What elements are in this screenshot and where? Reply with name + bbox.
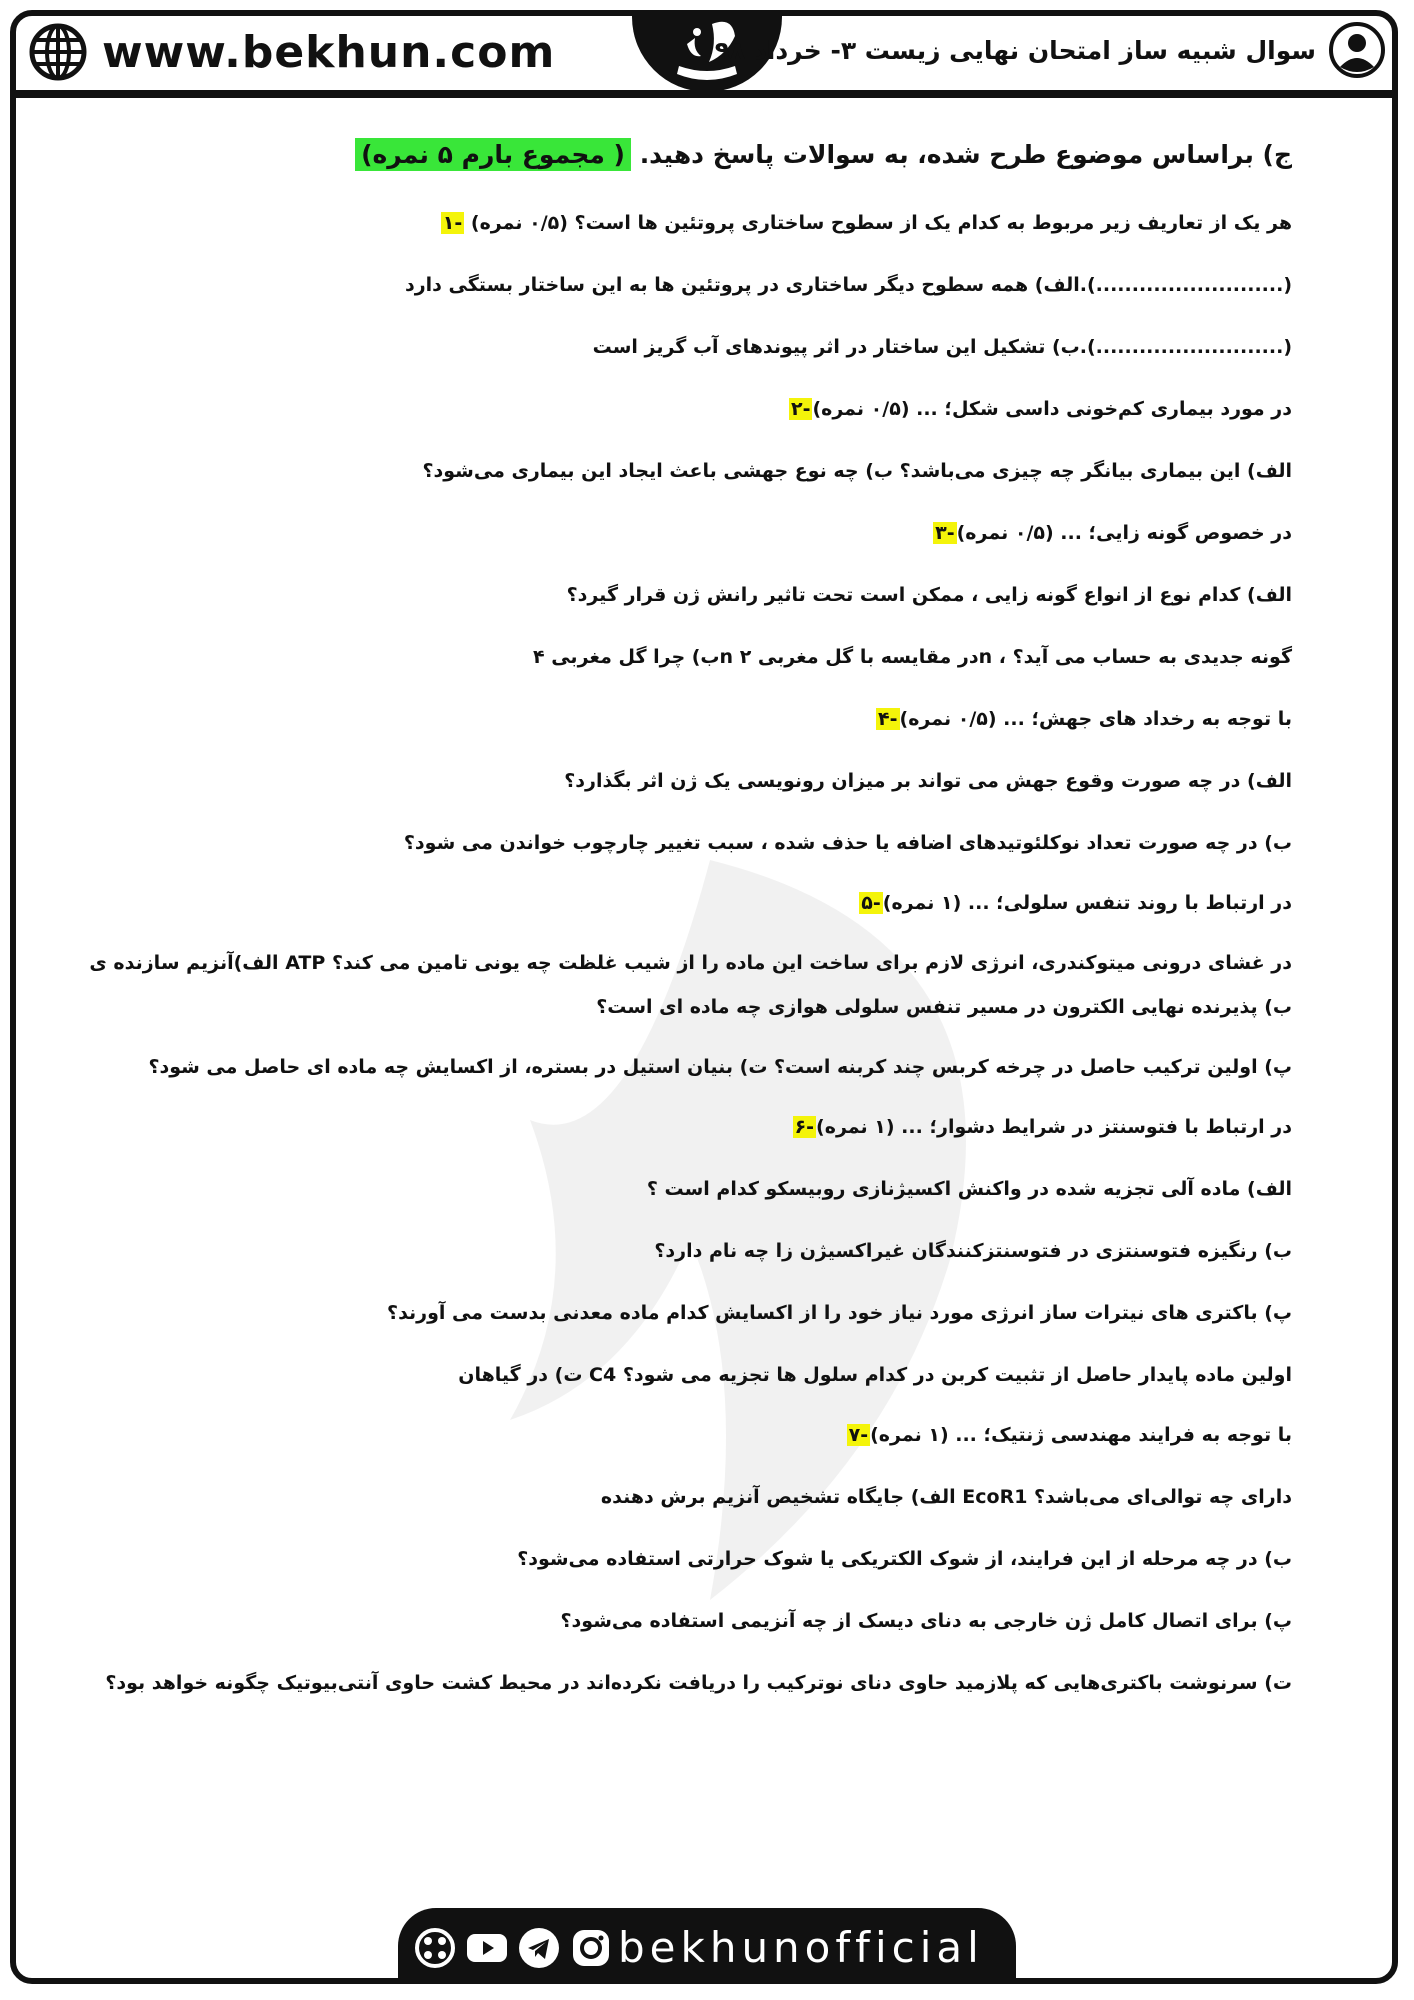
site-link[interactable] [28,20,555,84]
aparat-icon[interactable] [412,1925,458,1971]
social-icons [412,1920,614,1976]
question-part: الف) جایگاه تشخیص آنزیم برش دهنده EcoR1 دارای چه توالی‌ای می‌باشد؟ [600,1486,1292,1508]
question-text: در ارتباط با روند تنفس سلولی؛ ... (۱ نمره) [882,892,1292,914]
question-part: ب) چرا گل مغربی ۴n در مقایسه با گل مغربی ۲n ، گونه جدیدی به حساب می آید؟ [532,646,1292,668]
question-part: ت) در گیاهان C4 اولین ماده پایدار حاصل از تثبیت کربن در کدام سلول ها تجزیه می شود؟ [458,1364,1292,1386]
question-2 [789,398,1292,420]
question-part: الف) کدام نوع از انواع گونه زایی ، ممکن است تحت تاثیر رانش ژن قرار گیرد؟ [566,584,1292,606]
question-part: پ) برای اتصال کامل ژن خارجی به دنای دیسک از چه آنزیمی استفاده می‌شود؟ [560,1610,1292,1632]
question-part: ب) تشکیل این ساختار در اثر پیوندهای آب گریز است.(..........................) [592,336,1292,358]
bekhun-watermark [330,820,1090,1640]
question-number: ۱- [442,212,463,234]
user-icon[interactable] [1328,21,1386,79]
question-text: در خصوص گونه زایی؛ ... (۰/۵ نمره) [956,522,1292,544]
question-number: ۵- [861,892,881,914]
question-number: ۴- [878,708,898,730]
question-part: ب) رنگیزه فتوسنتزی در فتوسنتزکنندگان غیراکسیژن زا چه نام دارد؟ [654,1240,1292,1262]
question-part: پ) اولین ترکیب حاصل در چرخه کربس چند کربنه است؟ ت) بنیان استیل در بستره، از اکسایش چه ماده ای حاصل می شود؟ [148,1056,1292,1078]
question-1 [441,212,1292,234]
section-heading: ج) براساس موضوع طرح شده، به سوالات پاسخ دهید. [639,140,1292,169]
footer-handle[interactable]: bekhunofficial [618,1923,984,1972]
site-url[interactable]: www.bekhun.com [102,26,556,78]
question-text: در مورد بیماری کم‌خونی داسی شکل؛ ... (۰/۵ نمره) [812,398,1292,420]
question-part: الف) همه سطوح دیگر ساختاری در پروتئین ها به این ساختار بستگی دارد.(..........................) [404,274,1292,296]
question-number: ۶- [794,1116,815,1138]
exam-title-bar [715,18,1386,82]
question-text: با توجه به فرایند مهندسی ژنتیک؛ ... (۱ نمره) [870,1424,1292,1446]
question-part: الف) ماده آلی تجزیه شده در واکنش اکسیژنازی روبیسکو کدام است ؟ [646,1178,1292,1200]
question-number: ۷- [848,1424,869,1446]
youtube-icon[interactable] [464,1925,510,1971]
question-part: ب) در چه مرحله از این فرایند، از شوک الکتریکی یا شوک حرارتی استفاده می‌شود؟ [517,1548,1292,1570]
question-6 [793,1116,1292,1138]
question-part: ت) سرنوشت باکتری‌هایی که پلازمید حاوی دنای نوترکیب را دریافت نکرده‌اند در محیط کشت حاوی آنتی‌بیوتیک چگونه خواهد بود؟ [105,1672,1292,1694]
question-part: ب) در چه صورت تعداد نوکلئوتیدهای اضافه یا حذف شده ، سبب تغییر چارچوب خواندن می شود؟ [403,832,1292,854]
section-title [355,140,1292,169]
question-4 [876,708,1292,730]
question-part: پ) باکتری های نیترات ساز انرژی مورد نیاز خود را از اکسایش کدام ماده معدنی بدست می آورند؟ [387,1302,1292,1324]
question-number: ۲- [790,398,811,420]
question-part: الف) در چه صورت وقوع جهش می تواند بر میزان رونویسی یک ژن اثر بگذارد؟ [564,770,1292,792]
question-part: الف) این بیماری بیانگر چه چیزی می‌باشد؟ ب) چه نوع جهشی باعث ایجاد این بیماری می‌شود؟ [422,460,1292,482]
instagram-icon[interactable] [568,1925,614,1971]
question-5 [859,892,1292,914]
question-7 [847,1424,1292,1446]
telegram-icon[interactable] [516,1925,562,1971]
exam-title: سوال شبیه ساز امتحان نهایی زیست ۳- خرداد ۹۸ [714,35,1316,65]
globe-icon [28,22,88,82]
question-text: با توجه به رخداد های جهش؛ ... (۰/۵ نمره) [899,708,1292,730]
question-text: در ارتباط با فتوسنتز در شرایط دشوار؛ ... (۱ نمره) [816,1116,1292,1138]
header-divider [16,90,1398,98]
question-part: ب) پذیرنده نهایی الکترون در مسیر تنفس سلولی هوازی چه ماده ای است؟ [596,996,1292,1018]
question-number: ۳- [935,522,955,544]
total-score-badge: ( مجموع بارم ۵ نمره) [355,138,631,171]
question-part: الف)آنزیم سازنده ی ATP در غشای درونی میتوکندری، انرژی لازم برای ساخت این ماده را از شیب غلظت چه یونی تامین می کند؟ [89,952,1292,974]
question-3 [933,522,1292,544]
question-text: هر یک از تعاریف زیر مربوط به کدام یک از سطوح ساختاری پروتئین ها است؟ (۰/۵ نمره) [464,212,1292,234]
